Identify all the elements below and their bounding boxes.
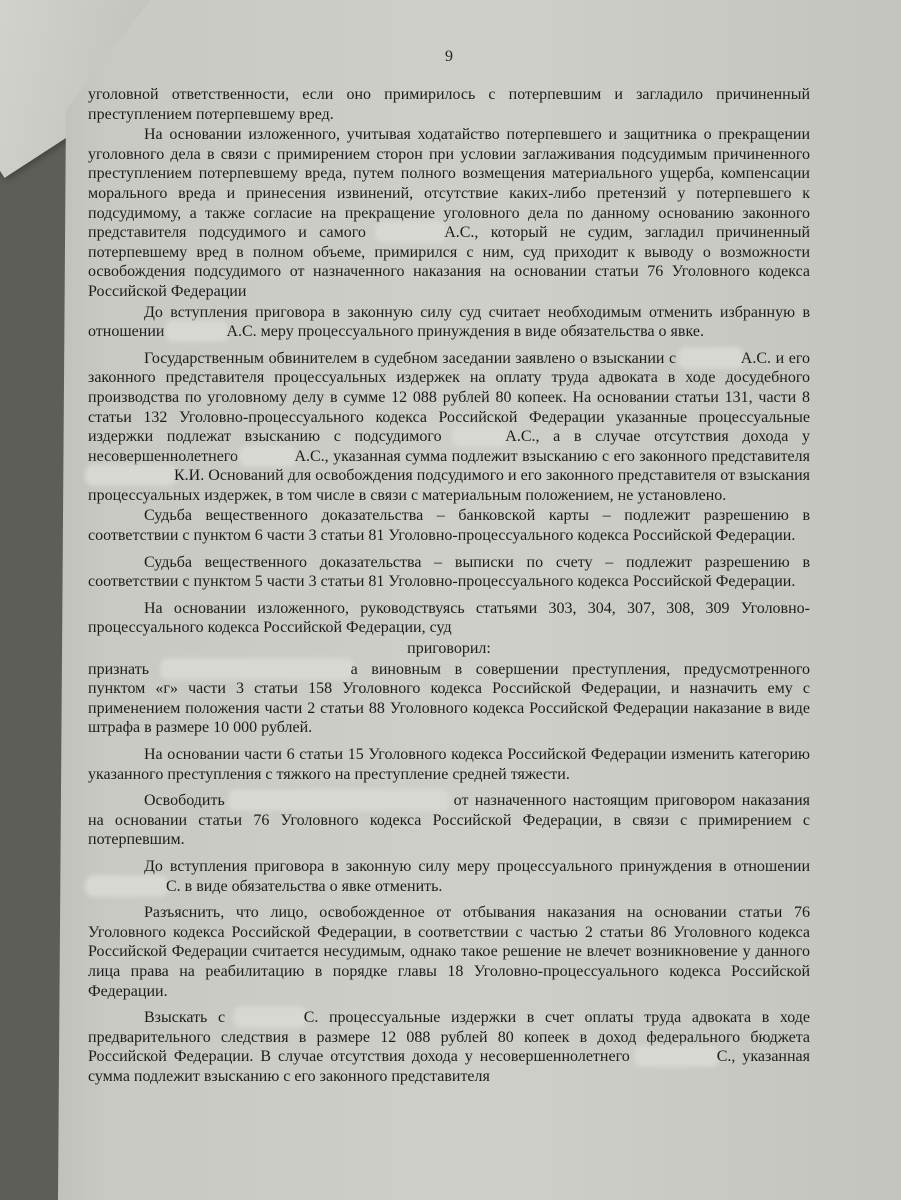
redaction bbox=[378, 224, 444, 240]
paragraph: Судьба вещественного доказательства – банковской карты – подлежит разрешению в соответствии с пунктом 6 части 3 статьи 81 Уголовно-процессуального кодекса Российской Федерации. bbox=[88, 507, 810, 545]
paragraph: Взыскать с С. процессуальные издержки в счет оплаты труда адвоката в ходе предварительного следствия в размере 12 088 рублей 80 копеек в доход федерального бюджета Российской Федерации. В случае отсутствия дохода у несовершеннолетнего С., указанная сумма подлежит взысканию с его законного представителя bbox=[88, 1009, 811, 1085]
paragraph: До вступления приговора в законную силу меру процессуального принуждения в отношении С. в виде обязательства о явке отменить. bbox=[88, 857, 810, 896]
paragraph: Освободить от назначенного настоящим приговором наказания на основании статьи 76 Уголовного кодекса Российской Федерации, в связи с примирением с потерпевшим. bbox=[88, 792, 810, 849]
verdict-heading: приговорил: bbox=[407, 640, 491, 658]
redaction bbox=[88, 467, 174, 483]
paragraph: Судьба вещественного доказательства – выписки по счету – подлежит разрешению в соответствии с пунктом 5 части 3 статьи 81 Уголовно-процессуального кодекса Российской Федерации. bbox=[88, 553, 810, 591]
document-body bbox=[88, 85, 810, 1088]
redaction bbox=[168, 323, 226, 339]
paragraph: признать а виновным в совершении преступления, предусмотренного пунктом «г» части 3 статьи 158 Уголовного кодекса Российской Федерации, и назначить ему с применением положения части 2 статьи 88 Уголовного кодекса Российской Федерации наказание в виде штрафа в размере 10 000 рублей. bbox=[88, 660, 810, 737]
redaction bbox=[455, 428, 505, 444]
paragraph: Государственным обвинителем в судебном заседании заявлено о взыскании с А.С. и его законного представителя процессуальных издержек на оплату труда адвоката в ходе досудебного производства по уголовному делу в сумме 12 088 рублей 80 копеек. На основании статьи 131, части 8 статьи 132 Уголовно-процессуального кодекса Российской Федерации указанные процессуальные издержки подлежат взысканию с подсудимого А.С., а в случае отсутствия дохода у несовершеннолетнего А.С., указанная сумма подлежит взысканию с его законного представителя К.И. Оснований для освобождения подсудимого и его законного представителя от взыскания процессуальных издержек, в том числе в связи с материальным положением, не установлено. bbox=[88, 349, 811, 504]
redaction bbox=[681, 350, 741, 366]
redaction bbox=[236, 1009, 304, 1025]
paragraph: На основании изложенного, учитывая ходатайство потерпевшего и защитника о прекращении уголовного дела в связи с примирением сторон при условии заглаживания подсудимым причиненного преступлением потерпевшему вреда, путем полного возмещения материального ущерба, компенсации морального вреда и принесения извинений, отсутствие каких-либо претензий у потерпевшего к подсудимому, а также согласие на прекращение уголовного дела по данному основанию законного представителя подсудимого и самого А.С., который не судим, загладил причиненный потерпевшему вред в полном объеме, примирился с ним, суд приходит к выводу о возможности освобождения подсудимого от назначенного наказания на основании статьи 76 Уголовного кодекса Российской Федерации bbox=[88, 126, 811, 300]
paragraph: Разъяснить, что лицо, освобожденное от отбывания наказания на основании статьи 76 Уголовного кодекса Российской Федерации, в соответствии с частью 2 статьи 86 Уголовного кодекса Российской Федерации считается несудимым, однако такое решение не влечет возникновение у данного лица права на реабилитацию в порядке главы 18 Уголовно-процессуального кодекса Российской Федерации. bbox=[88, 904, 810, 1000]
paragraph: На основании изложенного, руководствуясь статьями 303, 304, 307, 308, 309 Уголовно-процессуального кодекса Российской Федерации, суд bbox=[88, 599, 810, 637]
page-number: 9 bbox=[445, 48, 453, 65]
redaction bbox=[637, 1048, 717, 1064]
redaction bbox=[163, 661, 351, 677]
paragraph: уголовной ответственности, если оно примирилось с потерпевшим и загладило причиненный преступлением потерпевшему вред. bbox=[88, 86, 810, 123]
redaction bbox=[88, 878, 166, 894]
redaction bbox=[242, 448, 294, 464]
paragraph: На основании части 6 статьи 15 Уголовного кодекса Российской Федерации изменить категорию указанного преступления с тяжкого на преступление средней тяжести. bbox=[88, 746, 810, 783]
paragraph: До вступления приговора в законную силу суд считает необходимым отменить избранную в отношении А.С. меру процессуального принуждения в виде обязательства о явке. bbox=[88, 303, 810, 341]
redaction bbox=[231, 792, 447, 808]
